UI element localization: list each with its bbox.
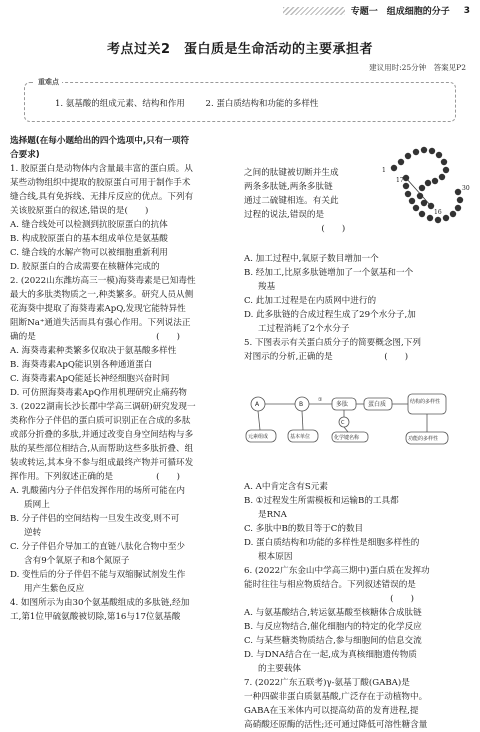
text-line: 5. 下图表示有关蛋白质分子的简要概念图,下列 — [244, 338, 421, 348]
text-line: 最大的多肽类物质之一,种类繁多。研究人员从侧 — [10, 290, 194, 300]
chapter-label: 专题一 组成细胞的分子 — [350, 7, 450, 17]
step-1-label: ① — [318, 397, 323, 403]
peptide-chain-figure — [376, 138, 472, 234]
text-line: 花海葵中提取了海葵毒素ApQ,发现它能特异性 — [10, 304, 186, 314]
time-note: 建议用时:25分钟 答案见P2 — [369, 63, 466, 72]
text-line: 3. (2022湖南长沙长郡中学高三调研)研究发现一 — [10, 402, 196, 412]
node-c: C — [341, 420, 345, 426]
key-point-item: 2. 蛋白质结构和功能的多样性 — [205, 99, 319, 109]
text-line: 对图示的分析,正确的是 ( ) — [244, 352, 409, 362]
text-line: A. 海葵毒素种类繁多仅取决于氨基酸多样性 — [10, 346, 177, 356]
text-line: 某些动物组织中提取的胶原蛋白可用于制作手术 — [10, 178, 191, 188]
text-line: 逆转 — [10, 528, 42, 538]
text-line: 之间的肽键被切断并生成 — [244, 168, 339, 178]
text-line: C. 分子伴侣介导加工的直链八肽化合物中至少 — [10, 542, 186, 552]
text-line: 用产生紫色反应 — [10, 584, 85, 594]
text-line: C. 与某些糖类物质结合,参与细胞间的信息交流 — [244, 636, 422, 646]
text-line: 工,第1位甲硫氨酸被切除,第16与17位氨基酸 — [10, 612, 181, 622]
text-line: 高硝酸还原酶的活性;还可通过降低可溶性糖含量 — [244, 720, 428, 730]
text-line: D. 与DNA结合在一起,成为真核细胞遗传物质 — [244, 650, 417, 660]
page-title: 考点过关2 蛋白质是生命活动的主要承担者 — [106, 42, 374, 57]
text-line: B. 分子伴侣的空间结构一旦发生改变,则不可 — [10, 514, 180, 524]
text-line: 是RNA — [244, 510, 287, 520]
right-text-block-2 — [244, 480, 472, 732]
node-b: B — [299, 401, 304, 408]
text-line: 含有9个氧原子和8个氮原子 — [10, 556, 130, 566]
peptide-diagram-block — [244, 138, 472, 248]
text-line: 或部分折叠的多肽,并通过改变自身空间结构与多 — [10, 430, 194, 440]
peptide-label-17: 17 — [396, 177, 404, 184]
key-point-item: 1. 氨基酸的组成元素、结构和作用 — [55, 99, 185, 109]
text-line: 6. (2022广东金山中学高三期中)蛋白质在发挥功 — [244, 566, 430, 576]
text-line: 工过程消耗了2个水分子 — [244, 324, 350, 334]
text-line: 过程的说法,错误的是 — [244, 210, 325, 220]
text-line: C. 海葵毒素ApQ能延长神经细胞兴奋时间 — [10, 374, 170, 384]
text-line: 1. 胶原蛋白是动物体内含量最丰富的蛋白质。从 — [10, 164, 193, 174]
text-line: 2. (2022山东潍坊高三一模)海葵毒素是已知毒性 — [10, 276, 196, 286]
peptide-label-30: 30 — [462, 185, 470, 192]
text-line: B. 经加工,比原多肽链增加了一个氨基和一个 — [244, 268, 414, 278]
peptide-label-1: 1 — [382, 167, 386, 174]
node-protein: 蛋白质 — [368, 401, 387, 408]
node-basic-unit: 基本单位 — [290, 434, 311, 440]
text-line: ( ) — [244, 224, 346, 234]
key-points-box — [24, 78, 456, 122]
text-line: D. 变性后的分子伴侣不能与双缩脲试剂发生作 — [10, 570, 186, 580]
text-line: 根本原因 — [244, 552, 293, 562]
text-line: 4. 如图所示为由30个氨基酸组成的多肽链,经加 — [10, 598, 190, 608]
page-number: 3 — [463, 5, 470, 16]
text-line: 选择题(在每小题给出的四个选项中,只有一项符 — [10, 136, 190, 146]
text-line: C. 缝合线的水解产物可以被细胞重新利用 — [10, 248, 168, 258]
text-line: C. 多肽中B的数目等于C的数目 — [244, 524, 364, 534]
text-line: A. A中肯定含有S元素 — [244, 482, 328, 492]
protein-concept-map — [244, 364, 472, 480]
left-column — [10, 134, 234, 624]
node-structure-diversity: 结构的多样性 — [410, 399, 441, 405]
header-stripes — [283, 7, 345, 15]
text-line: 羧基 — [244, 282, 276, 292]
text-line: 质网上 — [10, 500, 50, 510]
text-line: D. 可仿照海葵毒素ApQ作用机理研究止痛药物 — [10, 388, 187, 398]
text-line: 类称作分子伴侣的蛋白质可识别正在合成的多肽 — [10, 416, 191, 426]
text-line: 一种四碳非蛋白质氨基酸,广泛存在于动植物中。 — [244, 692, 428, 702]
text-line: B. 海葵毒素ApQ能识别各种通道蛋白 — [10, 360, 153, 370]
text-line: 挥作用。下列叙述正确的是 ( ) — [10, 472, 180, 482]
text-line: 两条多肽链,两条多肽链 — [244, 182, 333, 192]
text-line: 7. (2022广东五联考)γ-氨基丁酸(GABA)是 — [244, 678, 410, 688]
text-line: 阻断Na⁺通道失活而具有强心作用。下列说法正 — [10, 318, 191, 328]
text-line: D. 蛋白质结构和功能的多样性是细胞多样性的 — [244, 538, 420, 548]
text-line: D. 胶原蛋白的合成需要在核糖体完成的 — [10, 262, 160, 272]
text-line: 缝合线,具有免拆线、无排斥反应的优点。下列有 — [10, 192, 194, 202]
text-line: 的主要载体 — [244, 664, 302, 674]
text-line: B. 与反应物结合,催化细胞内的特定的化学反应 — [244, 622, 422, 632]
text-line: 通过二硫键相连。有关此 — [244, 196, 339, 206]
text-line: GABA在玉米体内可以提高幼苗的发育进程,提 — [244, 706, 419, 716]
key-points-tag: 重难点 — [35, 77, 62, 87]
text-line: A. 加工过程中,氧原子数目增加一个 — [244, 254, 379, 264]
text-line: D. 此多肽链的合成过程生成了29个水分子,加 — [244, 310, 416, 320]
node-bond-name: 化学键名称 — [334, 435, 360, 441]
node-element-composition: 元素组成 — [248, 434, 269, 440]
text-line: 装或转运,其本身不参与组成最终产物并可循环发 — [10, 458, 194, 468]
text-line: 关该胶原蛋白的叙述,错误的是( ) — [10, 206, 149, 216]
text-line: ( ) — [244, 594, 414, 604]
text-line: C. 此加工过程是在内质网中进行的 — [244, 296, 377, 306]
text-line: B. 构成胶原蛋白的基本组成单位是氨基酸 — [10, 234, 168, 244]
text-line: 合要求) — [10, 150, 40, 160]
right-column — [244, 134, 472, 732]
node-function-diversity: 功能的多样性 — [408, 436, 439, 442]
text-line: A. 乳酸菌内分子伴侣发挥作用的场所可能在内 — [10, 486, 185, 496]
node-a: A — [255, 401, 260, 408]
node-peptide: 多肽 — [336, 401, 349, 408]
text-line: 能时往往与相应物质结合。下列叙述错误的是 — [244, 580, 416, 590]
text-line: 肽的某些部位相结合,从而帮助这些多肽折叠、组 — [10, 444, 194, 454]
page-header — [283, 4, 470, 17]
text-line: A. 与氨基酸结合,转运氨基酸至核糖体合成肽链 — [244, 608, 422, 618]
text-line: B. ①过程发生所需模板和运输B的工具都 — [244, 496, 399, 506]
text-line: 确的是 ( ) — [10, 332, 180, 342]
text-line: A. 缝合线处可以检测到抗胶原蛋白的抗体 — [10, 220, 168, 230]
peptide-label-16: 16 — [434, 209, 442, 216]
